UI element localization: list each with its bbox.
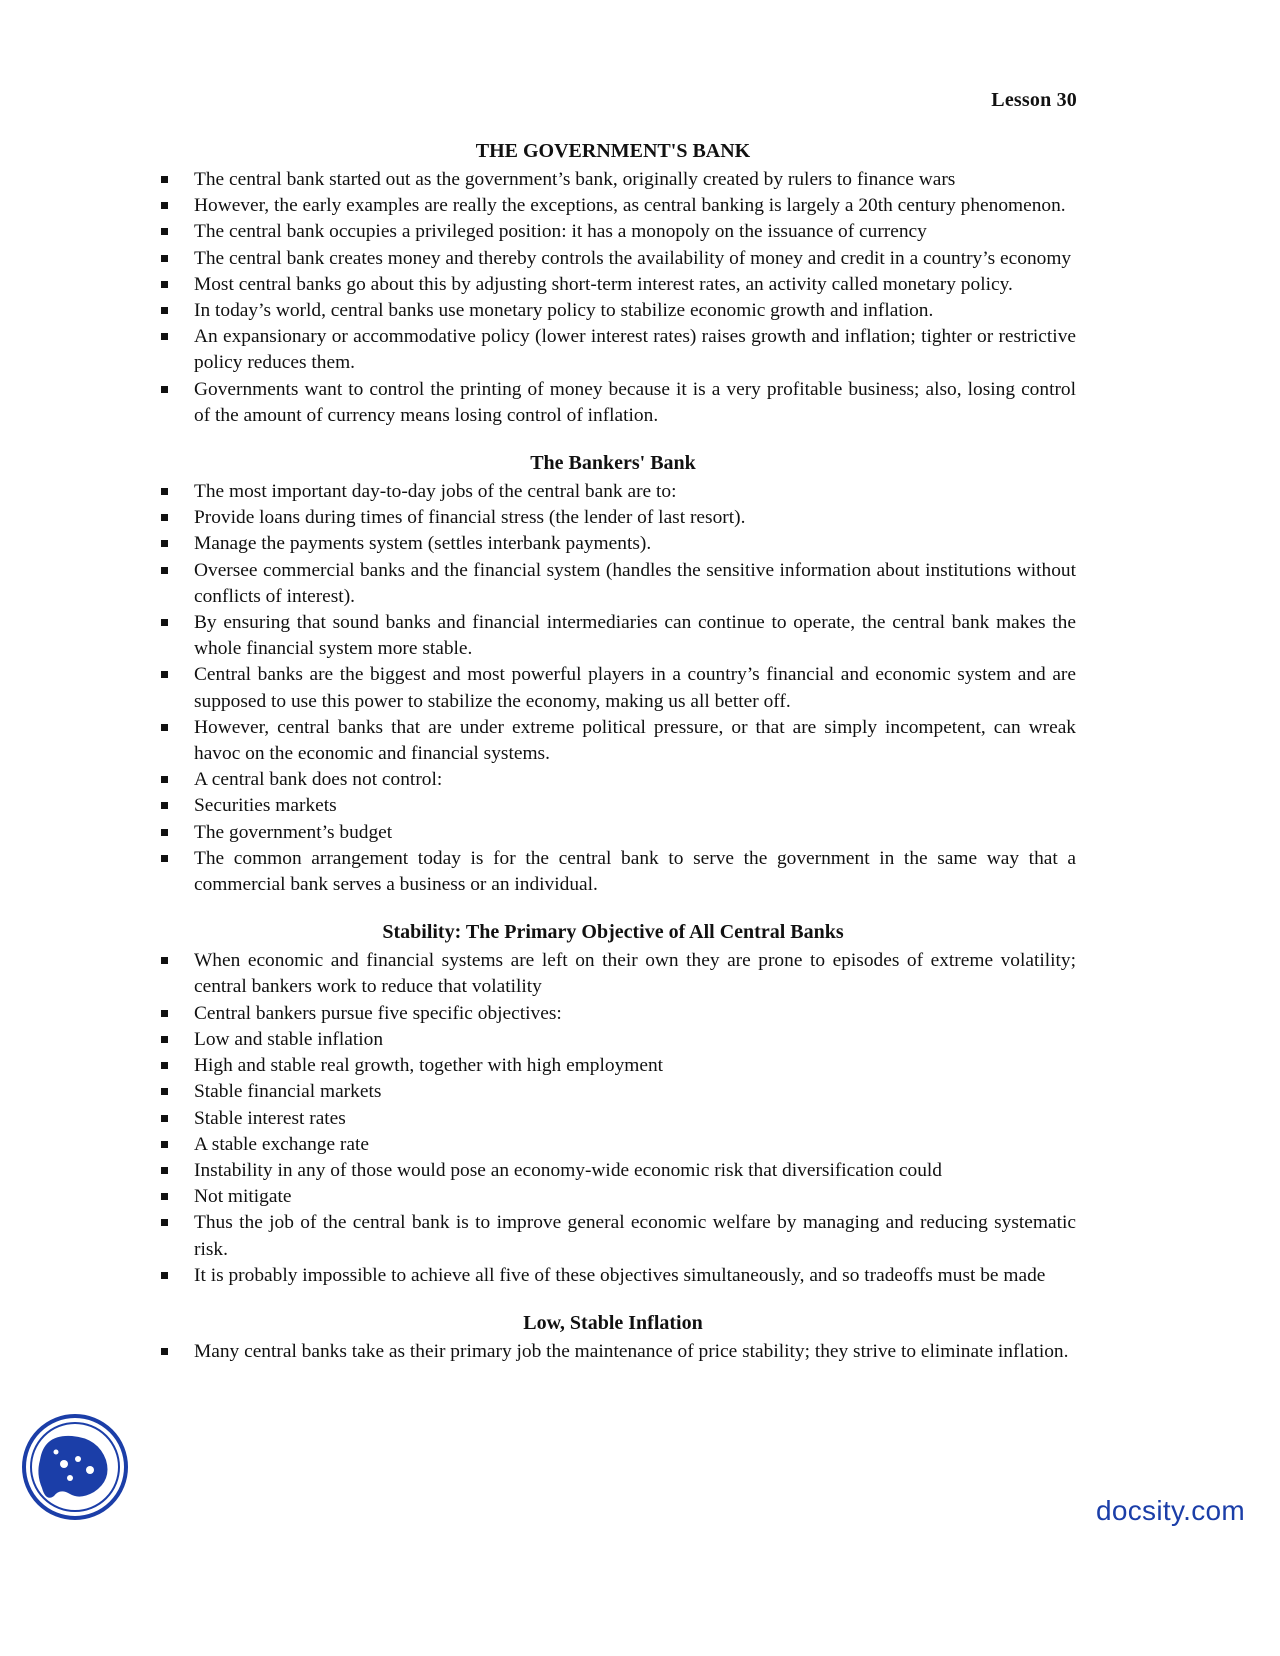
bullet-text: The most important day-to-day jobs of the central bank are to:: [194, 481, 677, 503]
bullet-square-icon: [161, 281, 168, 288]
bullet-item: [150, 1263, 1076, 1289]
bullet-square-icon: [161, 202, 168, 209]
bullet-square-icon: [161, 488, 168, 495]
bullet-item: [150, 1106, 1076, 1132]
bullet-square-icon: [161, 1272, 168, 1279]
bullet-item: [150, 167, 1076, 193]
bullet-text: The central bank occupies a privileged position: it has a monopoly on the issuance of currency: [194, 221, 927, 243]
section-title-governments-bank: THE GOVERNMENT'S BANK: [475, 140, 751, 162]
bullet-square-icon: [161, 1010, 168, 1017]
bullet-text: Many central banks take as their primary job the maintenance of price stability; they strive to eliminate inflation.: [194, 1340, 1069, 1362]
bullet-item: [150, 1339, 1076, 1365]
bullet-item: [150, 505, 1076, 531]
bullet-square-icon: [161, 333, 168, 340]
bullet-square-icon: [161, 802, 168, 809]
bullet-text: The central bank started out as the government’s bank, originally created by rulers to finance wars: [194, 169, 956, 190]
bullet-square-icon: [161, 1115, 168, 1122]
bullet-item: [150, 246, 1076, 272]
bullet-square-icon: [161, 228, 168, 235]
bullet-list-bankers-bank: [150, 479, 1076, 898]
bullet-square-icon: [161, 1036, 168, 1043]
bullet-item: [150, 1184, 1076, 1210]
bullet-text: Provide loans during times of financial stress (the lender of last resort).: [194, 507, 746, 529]
bullet-text: Instability in any of those would pose an economy-wide economic risk that diversification could: [194, 1159, 942, 1181]
bullet-item: [150, 1132, 1076, 1158]
bullet-item: [150, 479, 1076, 505]
lesson-number: Lesson 30: [991, 89, 1077, 111]
bullet-square-icon: [161, 855, 168, 862]
bullet-item: [150, 767, 1076, 793]
bullet-item: [150, 610, 1076, 662]
bullet-item: [150, 1027, 1076, 1053]
section-title-stability: Stability: The Primary Objective of All Central Banks: [382, 921, 844, 944]
bullet-list-stability: [150, 948, 1076, 1289]
bullet-text: Not mitigate: [194, 1186, 292, 1208]
bullet-text: Low and stable inflation: [194, 1028, 384, 1050]
bullet-text: In today’s world, central banks use monetary policy to stabilize economic growth and inflation.: [194, 300, 934, 322]
bullet-text: The common arrangement today is for the central bank to serve the government in the same way that a commercial bank serves a business or an individual.: [194, 847, 1076, 896]
bullet-square-icon: [161, 1141, 168, 1148]
bullet-item: [150, 1001, 1076, 1027]
bullet-item: [150, 558, 1076, 610]
bullet-item: [150, 377, 1076, 429]
bullet-square-icon: [161, 776, 168, 783]
bullet-square-icon: [161, 514, 168, 521]
bullet-item: [150, 793, 1076, 819]
bullet-square-icon: [161, 567, 168, 574]
bullet-square-icon: [161, 1348, 168, 1355]
document-content: [150, 138, 1076, 1365]
bullet-item: [150, 846, 1076, 898]
bullet-text: However, central banks that are under extreme political pressure, or that are simply incompetent, can wreak havoc on the economic and financial systems.: [194, 716, 1076, 765]
bullet-text: Manage the payments system (settles interbank payments).: [194, 533, 652, 555]
bullet-text: Most central banks go about this by adjusting short-term interest rates, an activity called monetary policy.: [194, 273, 1013, 295]
bullet-square-icon: [161, 255, 168, 262]
bullet-text: The government’s budget: [194, 821, 393, 843]
bullet-text: A stable exchange rate: [194, 1133, 369, 1155]
bullet-text: It is probably impossible to achieve all five of these objectives simultaneously, and so tradeoffs must be made: [194, 1264, 1046, 1286]
bullet-square-icon: [161, 1088, 168, 1095]
bullet-item: [150, 948, 1076, 1000]
section-title-low-stable-inflation: Low, Stable Inflation: [523, 1311, 703, 1334]
bullet-item: [150, 1210, 1076, 1262]
bullet-square-icon: [161, 957, 168, 964]
bullet-text: When economic and financial systems are left on their own they are prone to episodes of extreme volatility; central bankers work to reduce that volatility: [194, 950, 1076, 998]
bullet-item: [150, 324, 1076, 376]
bullet-square-icon: [161, 671, 168, 678]
bullet-item: [150, 1079, 1076, 1105]
bullet-item: [150, 298, 1076, 324]
bullet-text: Thus the job of the central bank is to improve general economic welfare by managing and reducing systematic risk.: [194, 1212, 1076, 1260]
bullet-item: [150, 272, 1076, 298]
bullet-item: [150, 662, 1076, 714]
bullet-list-low-stable-inflation: [150, 1339, 1076, 1365]
bullet-text: By ensuring that sound banks and financial intermediaries can continue to operate, the central bank makes the whole financial system more stable.: [194, 612, 1076, 660]
bullet-square-icon: [161, 386, 168, 393]
bullet-item: [150, 715, 1076, 767]
docsity-logo-icon: [20, 1412, 130, 1522]
bullet-text: Central banks are the biggest and most powerful players in a country’s financial and economic system and are supposed to use this power to stabilize the economy, making us all better off.: [194, 664, 1076, 712]
bullet-text: Stable interest rates: [194, 1107, 346, 1129]
bullet-square-icon: [161, 176, 168, 183]
bullet-text: The central bank creates money and thereby controls the availability of money and credit in a country’s economy: [194, 247, 1072, 269]
bullet-text: Governments want to control the printing of money because it is a very profitable business; also, losing control of the amount of currency means losing control of inflation.: [194, 378, 1076, 426]
bullet-text: Stable financial markets: [194, 1081, 382, 1103]
bullet-item: [150, 1053, 1076, 1079]
section-title-bankers-bank: The Bankers' Bank: [530, 452, 696, 475]
bullet-item: [150, 219, 1076, 245]
bullet-item: [150, 820, 1076, 846]
bullet-square-icon: [161, 307, 168, 314]
bullet-square-icon: [161, 1219, 168, 1226]
bullet-item: [150, 1158, 1076, 1184]
bullet-square-icon: [161, 1167, 168, 1174]
bullet-square-icon: [161, 540, 168, 547]
bullet-text: An expansionary or accommodative policy (lower interest rates) raises growth and inflation; tighter or restrictive policy reduces them.: [194, 326, 1076, 374]
bullet-square-icon: [161, 829, 168, 836]
bullet-text: High and stable real growth, together with high employment: [194, 1055, 664, 1077]
bullet-item: [150, 193, 1076, 219]
bullet-item: [150, 531, 1076, 557]
bullet-square-icon: [161, 1193, 168, 1200]
bullet-text: However, the early examples are really the exceptions, as central banking is largely a 20th century phenomenon.: [194, 195, 1066, 217]
bullet-square-icon: [161, 619, 168, 626]
bullet-square-icon: [161, 1062, 168, 1069]
bullet-text: Securities markets: [194, 795, 337, 817]
bullet-square-icon: [161, 724, 168, 731]
docsity-brand-text: docsity.com: [1096, 1495, 1246, 1526]
bullet-text: Oversee commercial banks and the financial system (handles the sensitive information about institutions without conflicts of interest).: [194, 559, 1076, 607]
bullet-text: Central bankers pursue five specific objectives:: [194, 1002, 562, 1024]
bullet-text: A central bank does not control:: [194, 769, 443, 791]
bullet-list-governments-bank: [150, 167, 1076, 429]
